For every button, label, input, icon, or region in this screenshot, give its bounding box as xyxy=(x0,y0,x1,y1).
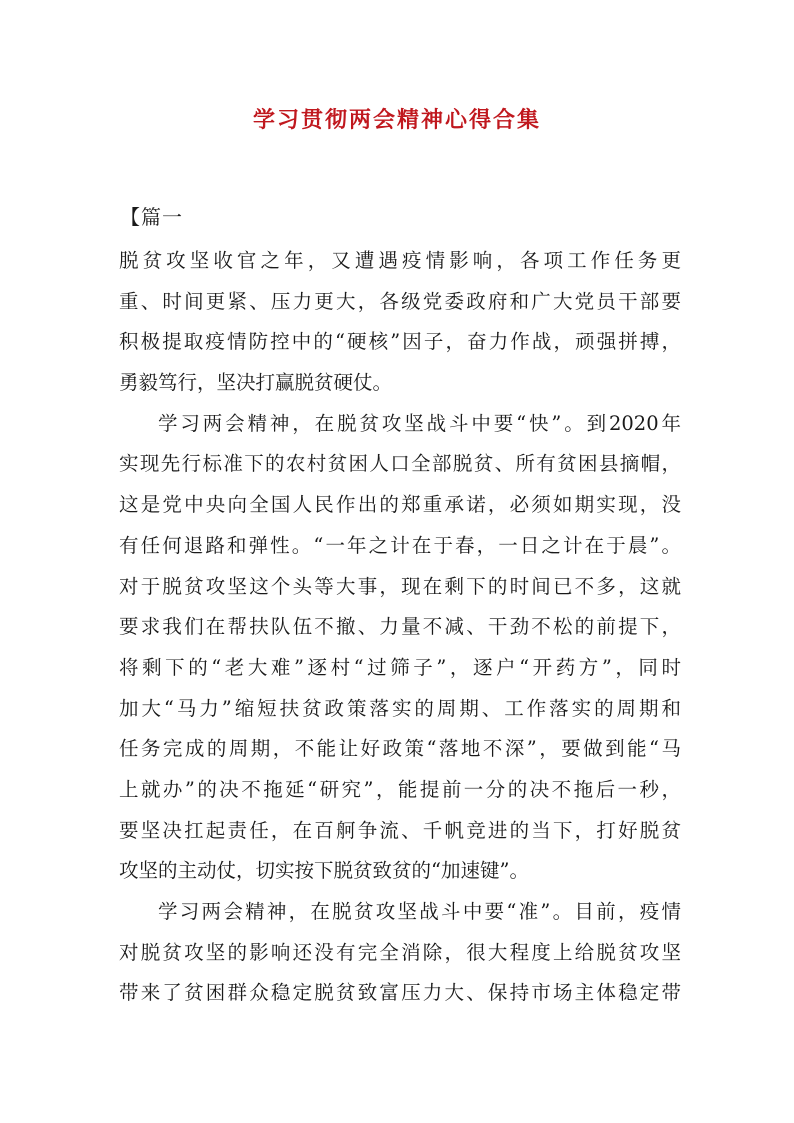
text-line: 任务完成的周期，不能让好政策“落地不深”，要做到能“马 xyxy=(119,737,681,761)
text-line: 将剩下的“老大难”逐村“过筛子”，逐户“开药方”，同时 xyxy=(119,655,681,679)
document-body xyxy=(119,241,681,1014)
text-line: 有任何退路和弹性。“一年之计在于春，一日之计在于晨”。 xyxy=(119,533,681,557)
text-line: 对脱贫攻坚的影响还没有完全消除，很大程度上给脱贫攻坚 xyxy=(119,940,681,964)
section-label: 【篇一 xyxy=(120,205,183,229)
text-line: 勇毅笃行，坚决打赢脱贫硬仗。 xyxy=(119,371,393,395)
text-line: 积极提取疫情防控中的“硬核”因子，奋力作战，顽强拼搏， xyxy=(119,330,681,354)
document-title: 学习贯彻两会精神心得合集 xyxy=(252,107,541,133)
text-line: 脱贫攻坚收官之年，又遭遇疫情影响，各项工作任务更 xyxy=(119,249,681,272)
text-line: 要求我们在帮扶队伍不撤、力量不减、干劲不松的前提下， xyxy=(119,615,681,639)
text-line: 学习两会精神，在脱贫攻坚战斗中要“准”。目前，疫情 xyxy=(158,900,681,923)
text-line: 带来了贫困群众稳定脱贫致富压力大、保持市场主体稳定带 xyxy=(119,981,681,1005)
text-line: 上就办”的决不拖延“研究”，能提前一分的决不拖后一秒， xyxy=(119,777,681,801)
text-line: 学习两会精神，在脱贫攻坚战斗中要“快”。到2020年 xyxy=(158,411,681,435)
text-line: 加大“马力”缩短扶贫政策落实的周期、工作落实的周期和 xyxy=(119,696,681,720)
text-line: 对于脱贫攻坚这个头等大事，现在剩下的时间已不多，这就 xyxy=(119,574,681,598)
text-line: 重、时间更紧、压力更大，各级党委政府和广大党员干部要 xyxy=(119,289,681,313)
text-line: 实现先行标准下的农村贫困人口全部脱贫、所有贫困县摘帽， xyxy=(119,452,681,476)
text-line: 要坚决扛起责任，在百舸争流、千帆竞进的当下，打好脱贫 xyxy=(119,818,681,842)
text-line: 这是党中央向全国人民作出的郑重承诺，必须如期实现，没 xyxy=(119,493,681,517)
text-line: 攻坚的主动仗，切实按下脱贫致贫的“加速键”。 xyxy=(119,859,529,883)
